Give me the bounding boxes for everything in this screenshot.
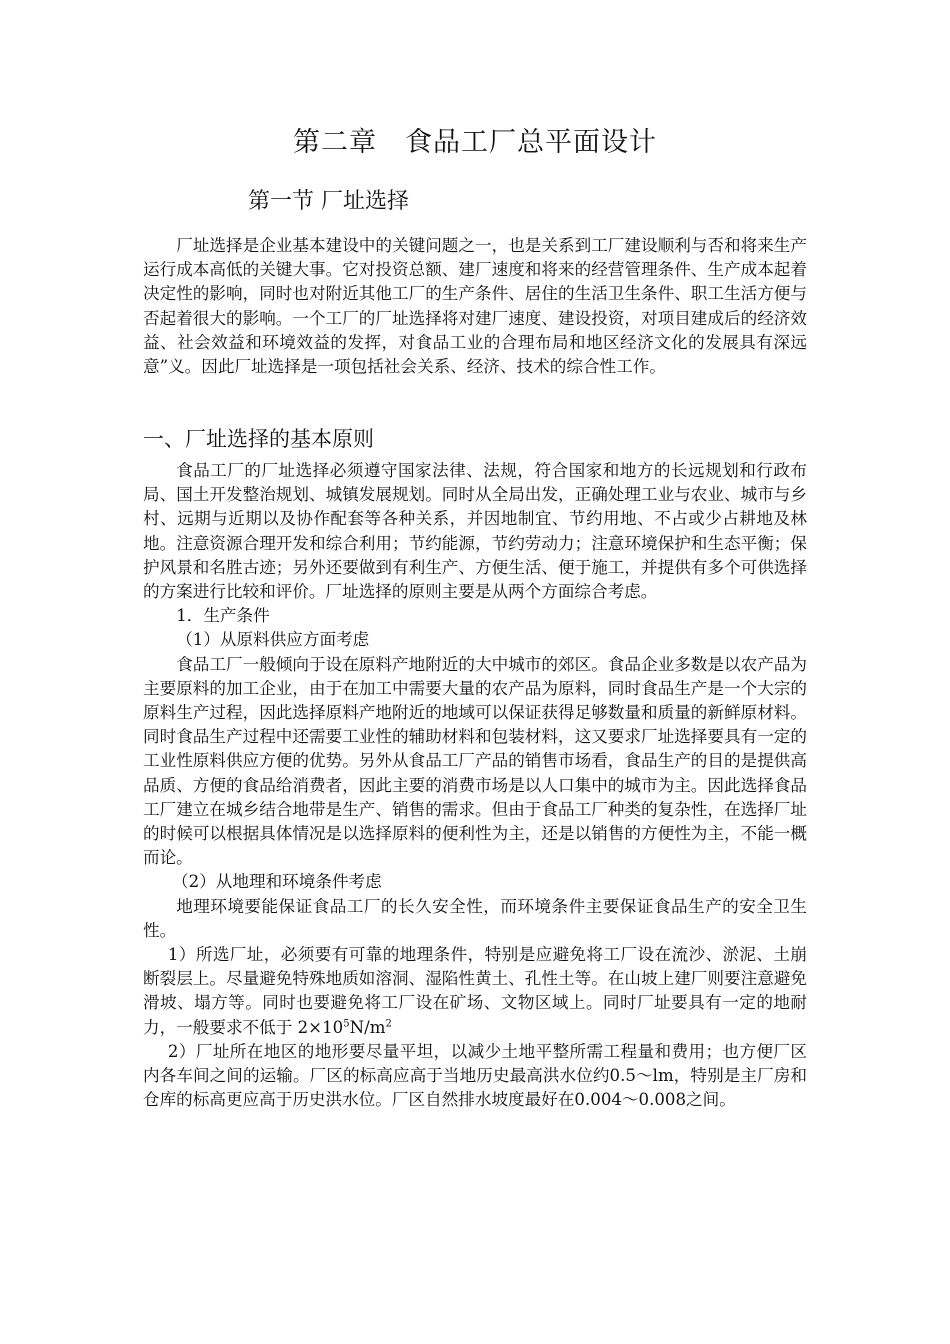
intro-block (143, 234, 807, 379)
raw-material-paragraph: 食品工厂一般倾向于设在原料产地附近的大中城市的郊区。食品企业多数是以农产品为主要原料的加工企业，由于在加工中需要大量的农产品为原料，同时食品生产是一个大宗的原料生产过程，因此选择原料产地附近的地域可以保证获得足够数量和质量的新鲜原材料。同时食品生产过程中还需要工业性的辅助材料和包装材料，这又要求厂址选择要具有一定的工业性原料供应方便的优势。另外从食品工厂产品的销售市场看，食品生产的目的是提供高品质、方便的食品给消费者，因此主要的消费市场是以人口集中的城市为主。因此选择食品工厂建立在城乡结合地带是生产、销售的需求。但由于食品工厂种类的复杂性，在选择厂址的时候可以根据具体情况是以选择原料的便利性为主，还是以销售的方便性为主，不能一概而论。 (143, 654, 807, 868)
bearing-value: 2×10 (297, 1017, 344, 1037)
item-raw-material: （1）从原料供应方面考虑 (176, 630, 370, 650)
body-block (143, 459, 807, 1112)
geo-env-paragraph: 地理环境要能保证食品工厂的长久安全性，而环境条件主要保证食品生产的安全卫生性。 (143, 896, 807, 940)
section-title: 第一节 厂址选择 (248, 189, 409, 214)
chapter-title: 第二章 食品工厂总平面设计 (293, 127, 657, 158)
principles-paragraph: 食品工厂的厂址选择必须遵守国家法律、法规，符合国家和地方的长远规划和行政布局、国土开发整治规划、城镇发展规划。同时从全局出发，正确处理工业与农业、城市与乡村、远期与近期以及协作配套等各种关系，并因地制宜、节约用地、不占或少占耕地及林地。注意资源合理开发和综合利用；节约能源，节约劳动力；注意环境保护和生态平衡；保护风景和名胜古迹；另外还要做到有利生产、方便生活、便于施工，并提供有多个可供选择的方案进行比较和评价。厂址选择的原则主要是从两个方面综合考虑。 (143, 461, 807, 602)
item-geo-env: （2）从地理和环境条件考虑 (172, 872, 382, 892)
bearing-exponent: 5 (343, 1018, 350, 1030)
point-1-paragraph (143, 943, 807, 1040)
point-1-text: 1）所选厂址，必须要有可靠的地理条件，特别是应避免将工厂设在流沙、淤泥、土崩断裂层上。尽量避免特殊地质如溶洞、湿陷性黄土、孔性土等。在山坡上建厂则要注意避免滑坡、塌方等。同时也要避免将工厂设在矿场、文物区域上。同时厂址要具有一定的地耐力，一般要求不低于 (143, 945, 807, 1037)
heading-basic-principles: 一、厂址选择的基本原则 (143, 427, 374, 451)
intro-paragraph: 厂址选择是企业基本建设中的关键问题之一，也是关系到工厂建设顺利与否和将来生产运行成本高低的关键大事。它对投资总额、建厂速度和将来的经营管理条件、生产成本起着决定性的影响，同时也对附近其他工厂的生产条件、居住的生活卫生条件、职工生活方便与否起着很大的影响。一个工厂的厂址选择将对建厂速度、建设投资，对项目建成后的经济效益、社会效益和环境效益的发挥，对食品工业的合理布局和地区经济文化的发展具有深远意”义。因此厂址选择是一项包括社会关系、经济、技术的综合性工作。 (143, 236, 807, 377)
point-2-paragraph: 2）厂址所在地区的地形要尽量平坦，以减少土地平整所需工程量和费用；也方便厂区内各车间之间的运输。厂区的标高应高于当地历史最高洪水位约0.5～lm，特别是主厂房和仓库的标高更应高于历史洪水位。厂区自然排水坡度最好在0.004～0.008之间。 (143, 1041, 807, 1110)
bearing-unit-exponent: 2 (385, 1018, 392, 1030)
item-production-conditions: 1．生产条件 (176, 606, 270, 626)
bearing-unit: N/m (349, 1017, 386, 1037)
